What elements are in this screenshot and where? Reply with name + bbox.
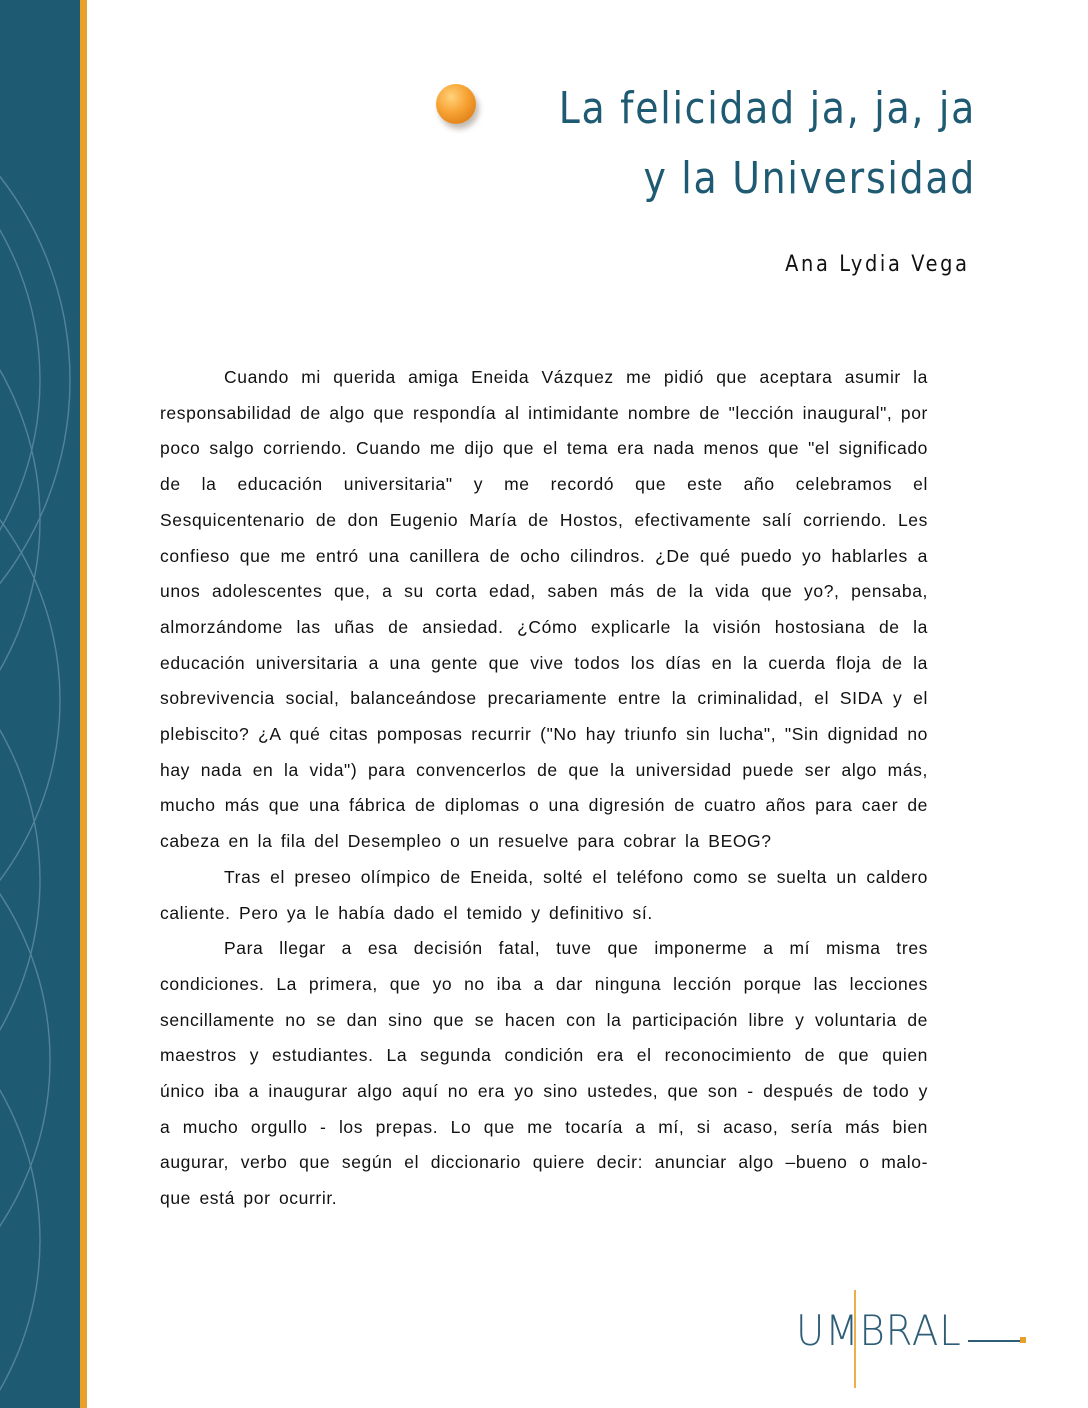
paragraph: Cuando mi querida amiga Eneida Vázquez me pidió que aceptara asumir la responsabilidad de algo que respondía al intimidante nombre de "lección inaugural", por poco salgo corriendo. Cuando me dijo que el tema era nada menos que "el significado de la educación universitaria" y me recordó que este año celebramos el Sesquicentenario de don Eugenio María de Hostos, efectivamente salí corriendo. Les confieso que me entró una canillera de ocho cilindros. ¿De qué puedo yo hablarles a unos adolescentes que, a su corta edad, saben más de la vida que yo?, pensaba, almorzándome las uñas de ansiedad. ¿Cómo explicarle la visión hostosiana de la educación universitaria a una gente que vive todos los días en la cuerda floja de la sobrevivencia social, balanceándose precariamente entre la criminalidad, el SIDA y el plebiscito? ¿A qué citas pomposas recurrir ("No hay triunfo sin lucha", "Sin dignidad no hay nada en la vida") para convencerlos de que la universidad puede ser algo más, mucho más que una fábrica de diplomas o una digresión de cuatro años para caer de cabeza en la fila del Desempleo o un resuelve para cobrar la BEOG? bbox=[160, 367, 928, 852]
logo-underline bbox=[968, 1340, 1020, 1342]
article-title bbox=[443, 74, 976, 214]
paragraph: Para llegar a esa decisión fatal, tuve que imponerme a mí misma tres condiciones. La primera, que yo no iba a dar ninguna lección porque las lecciones sencillamente no se dan sino que se hacen con la participación libre y voluntaria de maestros y estudiantes. La segunda condición era el reconocimiento de que quien único iba a inaugurar algo aquí no era yo sino ustedes, que son - después de todo y a mucho orgullo - los prepas. Lo que me tocaría a mí, si acaso, sería más bien augurar, verbo que según el diccionario quiere decir: anunciar algo –bueno o malo- que está por ocurrir. bbox=[160, 938, 928, 1209]
umbral-logo bbox=[790, 1270, 1040, 1390]
paragraph: Tras el preseo olímpico de Eneida, solté el teléfono como se suelta un caldero caliente. Pero ya le había dado el temido y definitivo sí. bbox=[160, 866, 928, 923]
article-body bbox=[160, 360, 928, 1217]
sidebar-arc-decoration bbox=[0, 0, 80, 1408]
author-name: Ana Lydia Vega bbox=[785, 252, 970, 277]
logo-wordmark: UMBRAL bbox=[796, 1306, 962, 1355]
gold-vertical-rule bbox=[80, 0, 87, 1408]
title-line-2: y la Universidad bbox=[643, 153, 976, 204]
left-sidebar-band bbox=[0, 0, 80, 1408]
title-line-1: La felicidad ja, ja, ja bbox=[558, 83, 976, 134]
logo-dot bbox=[1020, 1337, 1026, 1343]
